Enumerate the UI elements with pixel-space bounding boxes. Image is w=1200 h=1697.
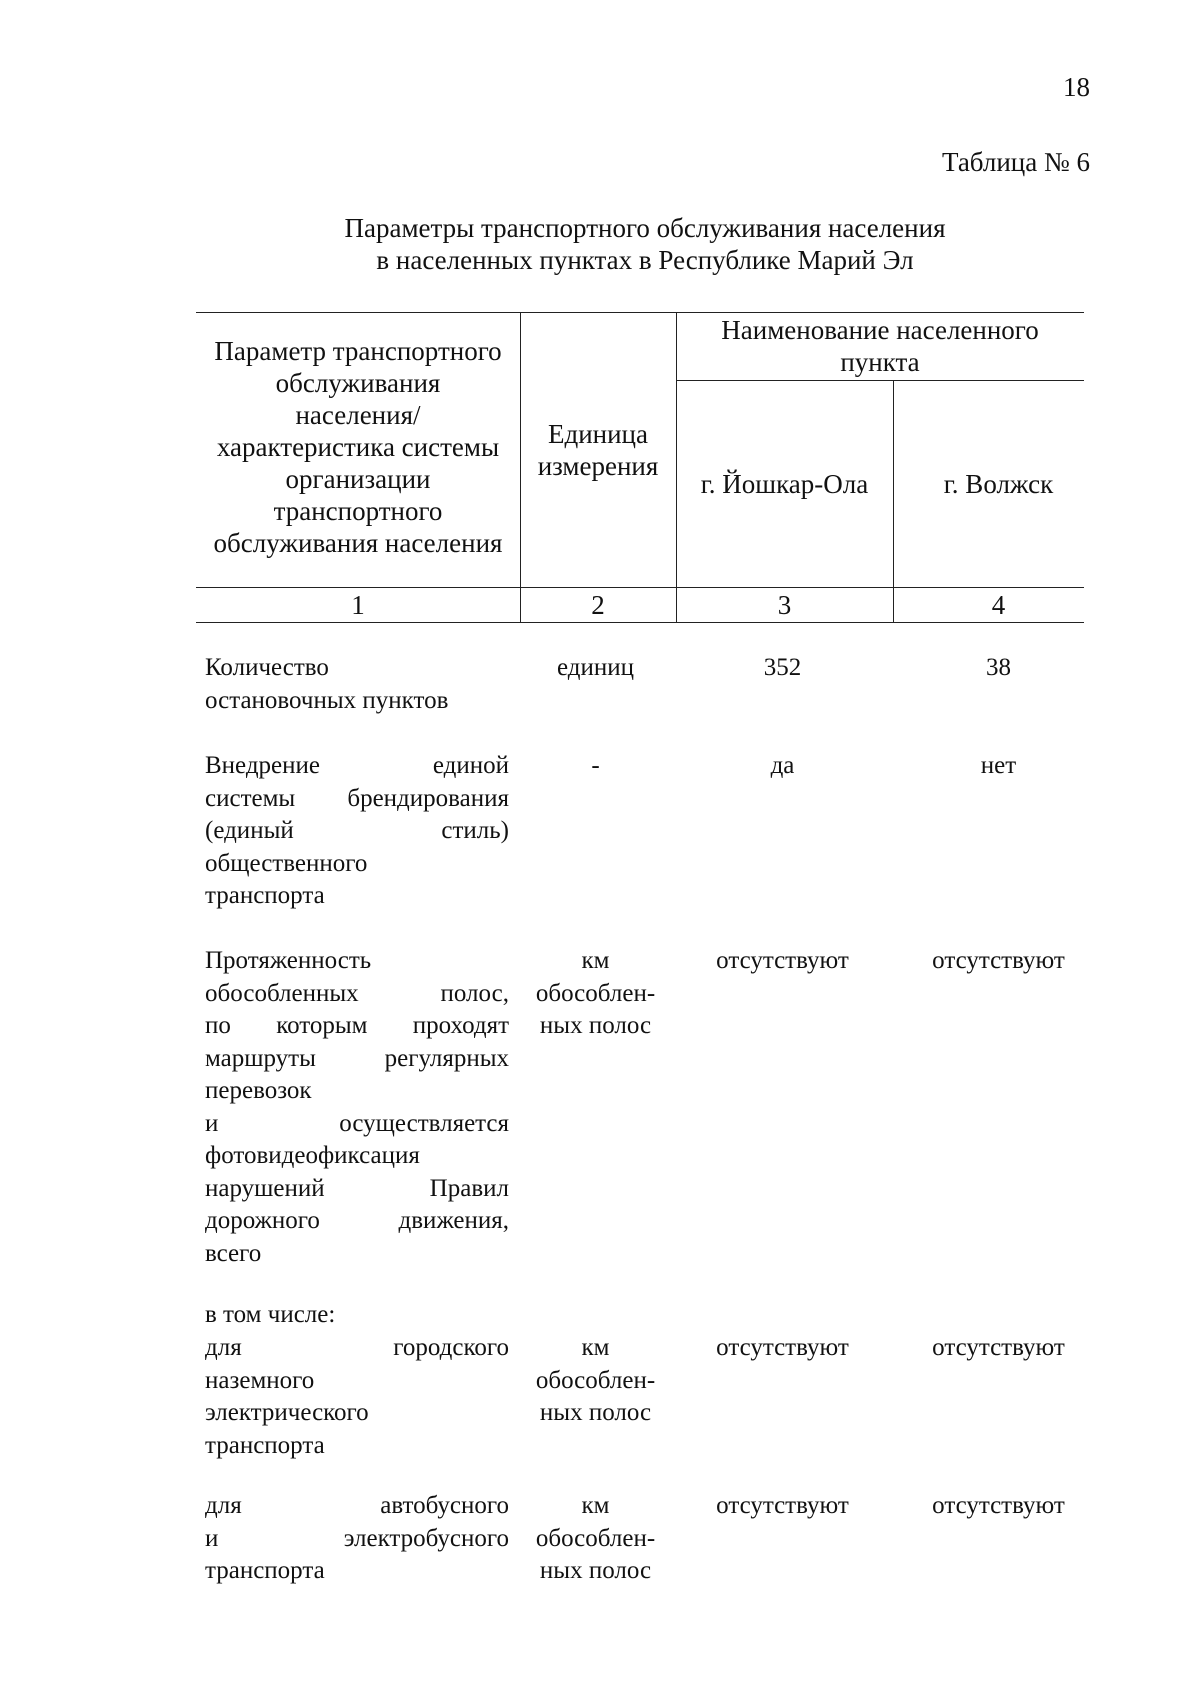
row-unit-line: ных полос xyxy=(539,1557,652,1584)
row-parameter-line: (единый стиль) xyxy=(205,817,509,844)
column-number: 2 xyxy=(591,590,605,620)
row-parameter-line: по которым проходят xyxy=(205,1012,509,1039)
row-unit-line: обособлен- xyxy=(535,1524,656,1552)
row-parameter-line: для городского xyxy=(205,1334,509,1361)
row-parameter-line: для автобусного xyxy=(205,1492,509,1519)
row-unit xyxy=(522,750,669,783)
row-value-yoshkar-ola: отсутствуют xyxy=(716,947,849,974)
row-value-yoshkar-ola: да xyxy=(770,752,795,779)
row-unit xyxy=(522,945,669,1043)
row-parameter-line: общественного xyxy=(205,849,368,877)
header-group-line: Наименование населенного xyxy=(721,315,1039,345)
number-row-rule xyxy=(196,622,1084,623)
row-value-volzhsk: 38 xyxy=(986,654,1011,681)
row-parameter-line: и электробусного xyxy=(205,1524,509,1552)
row-value-volzhsk: нет xyxy=(980,752,1017,779)
row-parameter-line: маршруты регулярных xyxy=(205,1044,509,1072)
page-number: 18 xyxy=(1063,72,1090,102)
table-title-line: в населенных пунктах в Республике Марий Эл xyxy=(376,245,914,275)
header-col-parameter-line: Параметр транспортного xyxy=(214,336,502,366)
row-unit xyxy=(522,1490,669,1588)
row-parameter-line: остановочных пунктов xyxy=(205,686,449,714)
header-col-parameter-line: обслуживания xyxy=(275,368,441,398)
row-unit xyxy=(522,1332,669,1430)
header-col-yoshkar-ola: г. Йошкар-Ола xyxy=(700,469,869,499)
row-parameter xyxy=(205,1332,509,1462)
row-value-volzhsk: отсутствуют xyxy=(932,1492,1065,1519)
header-col-parameter xyxy=(196,335,520,559)
row-parameter-line: Количество xyxy=(205,654,329,681)
column-number: 3 xyxy=(777,590,792,620)
row-parameter xyxy=(205,652,509,717)
row-unit xyxy=(522,652,669,685)
header-col-parameter-line: населения/ xyxy=(295,400,421,430)
row-value-yoshkar-ola: отсутствуют xyxy=(716,1492,849,1519)
row-parameter xyxy=(205,1299,509,1332)
column-number: 1 xyxy=(351,590,365,620)
row-parameter-line: нарушений Правил xyxy=(205,1174,509,1202)
header-col-parameter-line: характеристика системы xyxy=(216,432,500,462)
row-unit-line: обособлен- xyxy=(535,979,656,1007)
row-parameter-line: перевозок xyxy=(205,1077,312,1104)
row-parameter xyxy=(205,750,509,913)
column-number: 4 xyxy=(991,590,1006,620)
row-unit-line: ных полос xyxy=(539,1012,652,1039)
row-unit-line: обособлен- xyxy=(535,1366,656,1394)
header-col-unit xyxy=(520,418,676,482)
row-parameter-line: транспорта xyxy=(205,1557,325,1584)
table-label: Таблица № 6 xyxy=(942,147,1090,177)
header-col-unit-line: Единица xyxy=(547,419,648,449)
row-value-yoshkar-ola: отсутствуют xyxy=(716,1334,849,1361)
row-parameter-line: обособленных полос, xyxy=(205,979,509,1007)
header-divider xyxy=(893,380,894,622)
row-unit-line: км xyxy=(581,1334,610,1361)
row-parameter-line: фотовидеофиксация xyxy=(205,1142,420,1169)
header-top-rule xyxy=(196,312,1084,313)
header-col-unit-line: измерения xyxy=(537,451,659,481)
row-unit-line: единиц xyxy=(556,654,634,681)
row-parameter-line: дорожного движения, xyxy=(205,1207,509,1234)
row-value-volzhsk: отсутствуют xyxy=(932,1334,1065,1361)
header-col-parameter-line: организации xyxy=(285,464,431,494)
header-group-line: пункта xyxy=(840,347,920,377)
header-col-volzhsk: г. Волжск xyxy=(943,469,1054,499)
table-title xyxy=(0,212,1200,276)
row-parameter-line: наземного xyxy=(205,1366,315,1394)
row-parameter-line: транспорта xyxy=(205,882,325,909)
row-parameter-line: всего xyxy=(205,1239,262,1267)
header-bottom-rule xyxy=(196,587,1084,588)
row-unit-line: - xyxy=(591,752,600,779)
row-parameter xyxy=(205,945,509,1270)
row-value-yoshkar-ola: 352 xyxy=(763,654,802,681)
row-parameter-line: электрического xyxy=(205,1399,369,1426)
row-parameter-line: в том числе: xyxy=(205,1301,336,1328)
row-parameter-line: системы брендирования xyxy=(205,784,509,812)
row-value-volzhsk: отсутствуют xyxy=(932,947,1065,974)
row-unit-line: км xyxy=(581,947,610,974)
row-unit-line: ных полос xyxy=(539,1399,652,1426)
row-parameter-line: и осуществляется xyxy=(205,1109,509,1137)
header-group-rule xyxy=(676,380,1084,381)
row-parameter-line: Внедрение единой xyxy=(205,752,509,779)
row-unit-line: км xyxy=(581,1492,610,1519)
header-col-parameter-line: транспортного xyxy=(273,496,443,526)
header-group-settlement xyxy=(676,314,1084,378)
header-col-parameter-line: обслуживания населения xyxy=(213,528,503,558)
row-parameter-line: транспорта xyxy=(205,1431,325,1459)
table-title-line: Параметры транспортного обслуживания населения xyxy=(344,213,946,243)
row-parameter xyxy=(205,1490,509,1588)
row-parameter-line: Протяженность xyxy=(205,947,372,974)
